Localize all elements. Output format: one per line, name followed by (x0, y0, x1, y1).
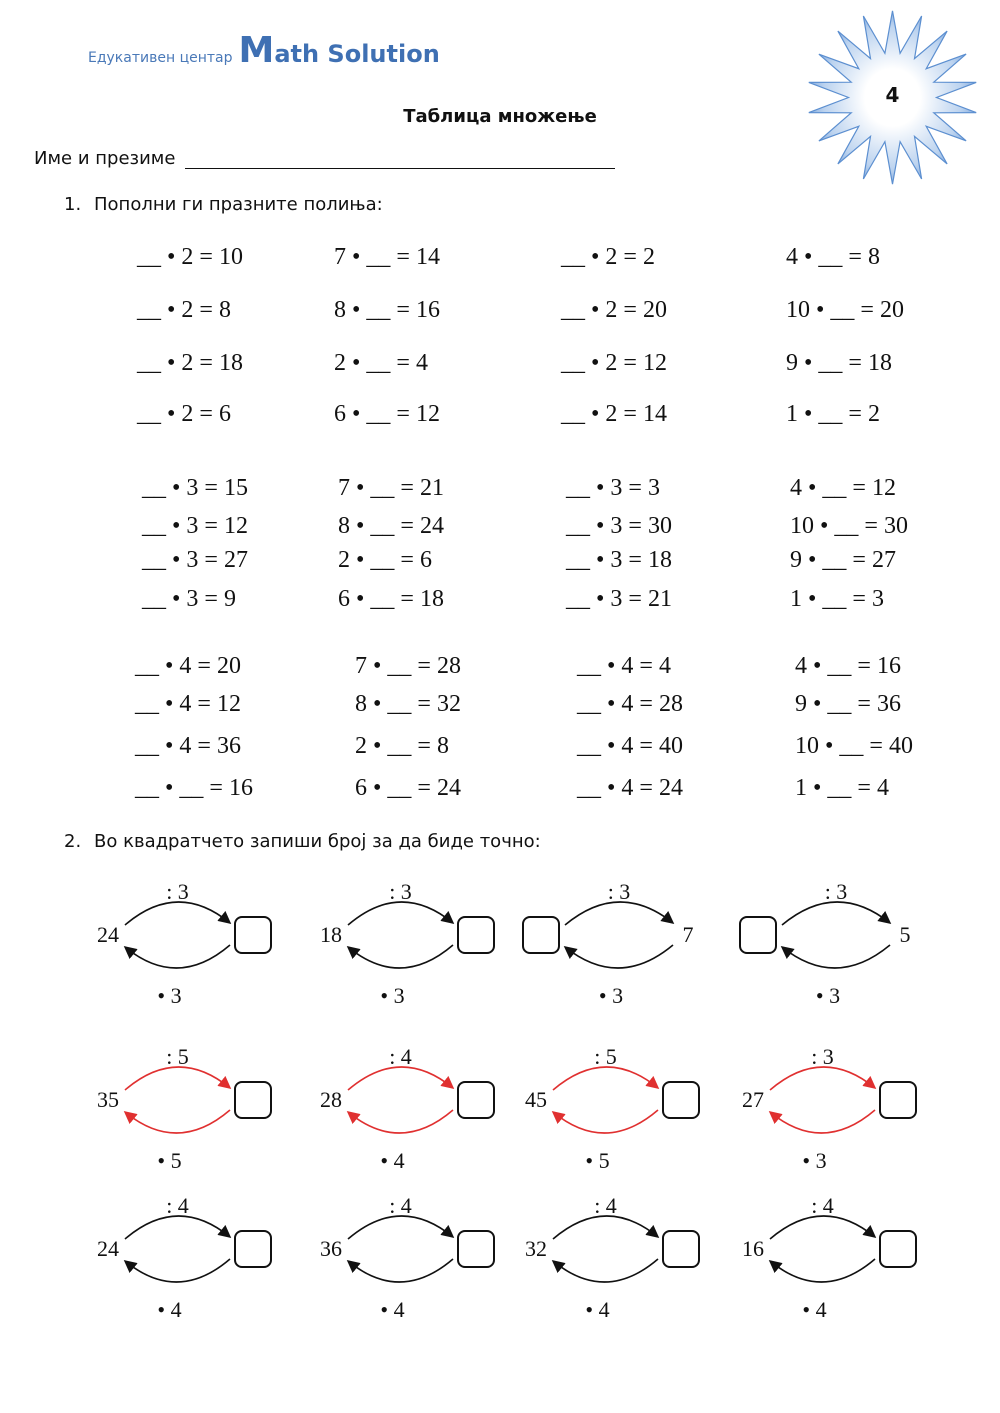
division-diagram (97, 1193, 271, 1322)
division-diagram (320, 1044, 494, 1173)
equation[interactable]: 8 • __ = 24 (338, 513, 444, 539)
equation[interactable]: 1 • __ = 3 (790, 586, 884, 612)
top-arrow (553, 1067, 658, 1090)
equation[interactable]: __ • 4 = 24 (577, 775, 683, 801)
task2-number: 2. (64, 831, 82, 852)
bottom-arrow (770, 1110, 875, 1133)
top-arrow (770, 1216, 875, 1239)
given-number: 35 (97, 1087, 119, 1112)
equation[interactable]: __ • 4 = 20 (135, 653, 241, 679)
equation[interactable]: 2 • __ = 4 (334, 350, 428, 376)
equation[interactable]: 2 • __ = 6 (338, 547, 432, 573)
brand-name: ath Solution (274, 40, 440, 68)
top-operator-label: : 3 (824, 879, 848, 904)
name-label: Име и презиме (34, 148, 176, 169)
top-arrow (125, 902, 230, 925)
top-arrow (782, 902, 890, 925)
top-operator-label: : 3 (389, 879, 412, 904)
equation[interactable]: __ • 2 = 18 (137, 350, 243, 376)
bottom-arrow (348, 1259, 453, 1282)
top-operator-label: : 3 (607, 879, 631, 904)
equation[interactable]: __ • 2 = 14 (561, 401, 667, 427)
given-number: 16 (742, 1236, 764, 1261)
bottom-arrow (125, 1110, 230, 1133)
bottom-arrow (770, 1259, 875, 1282)
equation[interactable]: 7 • __ = 14 (334, 244, 440, 270)
answer-box[interactable] (458, 1231, 494, 1267)
answer-box[interactable] (235, 917, 271, 953)
top-operator-label: : 3 (811, 1044, 834, 1069)
division-diagram (525, 1044, 699, 1173)
division-diagram (742, 1044, 916, 1173)
equation[interactable]: __ • 3 = 18 (566, 547, 672, 573)
bottom-operator-label: • 5 (585, 1148, 610, 1173)
bottom-arrow (553, 1110, 658, 1133)
answer-box[interactable] (235, 1082, 271, 1118)
division-diagram (523, 879, 694, 1008)
equation[interactable]: 10 • __ = 40 (795, 733, 913, 759)
top-arrow (125, 1216, 230, 1239)
bottom-arrow (782, 945, 890, 968)
division-diagram (742, 1193, 916, 1322)
worksheet-number: 4 (885, 83, 900, 107)
given-number: 5 (899, 922, 911, 947)
bottom-operator-label: • 4 (380, 1297, 405, 1322)
equation[interactable]: 9 • __ = 36 (795, 691, 901, 717)
given-number: 45 (525, 1087, 547, 1112)
equation[interactable]: __ • 2 = 20 (561, 297, 667, 323)
bottom-arrow (125, 945, 230, 968)
equation[interactable]: 6 • __ = 24 (355, 775, 461, 801)
page-title: Таблица множење (403, 106, 597, 127)
equation[interactable]: __ • 4 = 12 (135, 691, 241, 717)
top-arrow (125, 1067, 230, 1090)
equation[interactable]: __ • 3 = 21 (566, 586, 672, 612)
division-diagram (97, 1044, 271, 1173)
answer-box[interactable] (880, 1231, 916, 1267)
equation[interactable]: __ • 3 = 30 (566, 513, 672, 539)
top-operator-label: : 4 (389, 1044, 412, 1069)
top-operator-label: : 5 (594, 1044, 617, 1069)
answer-box[interactable] (235, 1231, 271, 1267)
task1-instruction: Пополни ги празните полиња: (94, 194, 383, 215)
equation[interactable]: 4 • __ = 16 (795, 653, 901, 679)
equation[interactable]: __ • 3 = 9 (142, 586, 236, 612)
equation[interactable]: __ • 3 = 12 (142, 513, 248, 539)
answer-box[interactable] (880, 1082, 916, 1118)
equation[interactable]: 1 • __ = 2 (786, 401, 880, 427)
equation[interactable]: 8 • __ = 32 (355, 691, 461, 717)
bottom-operator-label: • 4 (157, 1297, 182, 1322)
division-diagram (740, 879, 911, 1008)
given-number: 32 (525, 1236, 547, 1261)
given-number: 7 (682, 922, 694, 947)
top-operator-label: : 4 (594, 1193, 617, 1218)
brand-first-letter: M (238, 30, 275, 71)
given-number: 24 (97, 922, 119, 947)
division-diagram (525, 1193, 699, 1322)
top-operator-label: : 4 (389, 1193, 412, 1218)
top-arrow (565, 902, 673, 925)
equation[interactable]: __ • __ = 16 (135, 775, 253, 801)
equation[interactable]: 6 • __ = 18 (338, 586, 444, 612)
given-number: 36 (320, 1236, 342, 1261)
equation[interactable]: __ • 2 = 12 (561, 350, 667, 376)
equation[interactable]: 8 • __ = 16 (334, 297, 440, 323)
answer-box[interactable] (663, 1082, 699, 1118)
top-operator-label: : 4 (166, 1193, 189, 1218)
answer-box[interactable] (740, 917, 776, 953)
equation[interactable]: __ • 4 = 40 (577, 733, 683, 759)
bottom-operator-label: • 3 (815, 983, 841, 1008)
bottom-operator-label: • 3 (157, 983, 182, 1008)
top-operator-label: : 4 (811, 1193, 834, 1218)
equation[interactable]: 7 • __ = 28 (355, 653, 461, 679)
bottom-operator-label: • 4 (802, 1297, 827, 1322)
bottom-arrow (565, 945, 673, 968)
top-arrow (348, 1067, 453, 1090)
given-number: 28 (320, 1087, 342, 1112)
top-arrow (770, 1067, 875, 1090)
answer-box[interactable] (458, 1082, 494, 1118)
bottom-operator-label: • 3 (802, 1148, 827, 1173)
equation[interactable]: 10 • __ = 20 (786, 297, 904, 323)
division-diagram (97, 879, 271, 1008)
top-operator-label: : 3 (166, 879, 189, 904)
given-number: 27 (742, 1087, 764, 1112)
equation[interactable]: __ • 2 = 8 (137, 297, 231, 323)
bottom-arrow (125, 1259, 230, 1282)
equation[interactable]: __ • 3 = 3 (566, 475, 660, 501)
answer-box[interactable] (663, 1231, 699, 1267)
top-operator-label: : 5 (166, 1044, 189, 1069)
equation[interactable]: 4 • __ = 12 (790, 475, 896, 501)
equation[interactable]: __ • 2 = 2 (561, 244, 655, 270)
equation[interactable]: __ • 4 = 4 (577, 653, 671, 679)
bottom-arrow (348, 1110, 453, 1133)
given-number: 24 (97, 1236, 119, 1261)
bottom-operator-label: • 3 (380, 983, 405, 1008)
center-label: Едукативен центар (88, 50, 233, 66)
division-diagram (320, 1193, 494, 1322)
top-arrow (348, 1216, 453, 1239)
answer-box[interactable] (458, 917, 494, 953)
bottom-arrow (553, 1259, 658, 1282)
bottom-operator-label: • 4 (585, 1297, 610, 1322)
top-arrow (553, 1216, 658, 1239)
equation[interactable]: __ • 3 = 27 (142, 547, 248, 573)
given-number: 18 (320, 922, 342, 947)
answer-box[interactable] (523, 917, 559, 953)
bottom-operator-label: • 4 (380, 1148, 405, 1173)
equation[interactable]: __ • 2 = 10 (137, 244, 243, 270)
equation[interactable]: 6 • __ = 12 (334, 401, 440, 427)
top-arrow (348, 902, 453, 925)
task1-number: 1. (64, 194, 82, 215)
equation[interactable]: 10 • __ = 30 (790, 513, 908, 539)
equation[interactable]: __ • 3 = 15 (142, 475, 248, 501)
equation[interactable]: __ • 4 = 36 (135, 733, 241, 759)
equation[interactable]: __ • 2 = 6 (137, 401, 231, 427)
equation[interactable]: 7 • __ = 21 (338, 475, 444, 501)
equation[interactable]: 4 • __ = 8 (786, 244, 880, 270)
bottom-arrow (348, 945, 453, 968)
task2-instruction: Во квадратчето запиши број за да биде точно: (94, 831, 541, 852)
equation[interactable]: 2 • __ = 8 (355, 733, 449, 759)
equation[interactable]: 9 • __ = 18 (786, 350, 892, 376)
division-diagram (320, 879, 494, 1008)
equation[interactable]: 9 • __ = 27 (790, 547, 896, 573)
equation[interactable]: __ • 4 = 28 (577, 691, 683, 717)
bottom-operator-label: • 5 (157, 1148, 182, 1173)
bottom-operator-label: • 3 (598, 983, 624, 1008)
equation[interactable]: 1 • __ = 4 (795, 775, 889, 801)
